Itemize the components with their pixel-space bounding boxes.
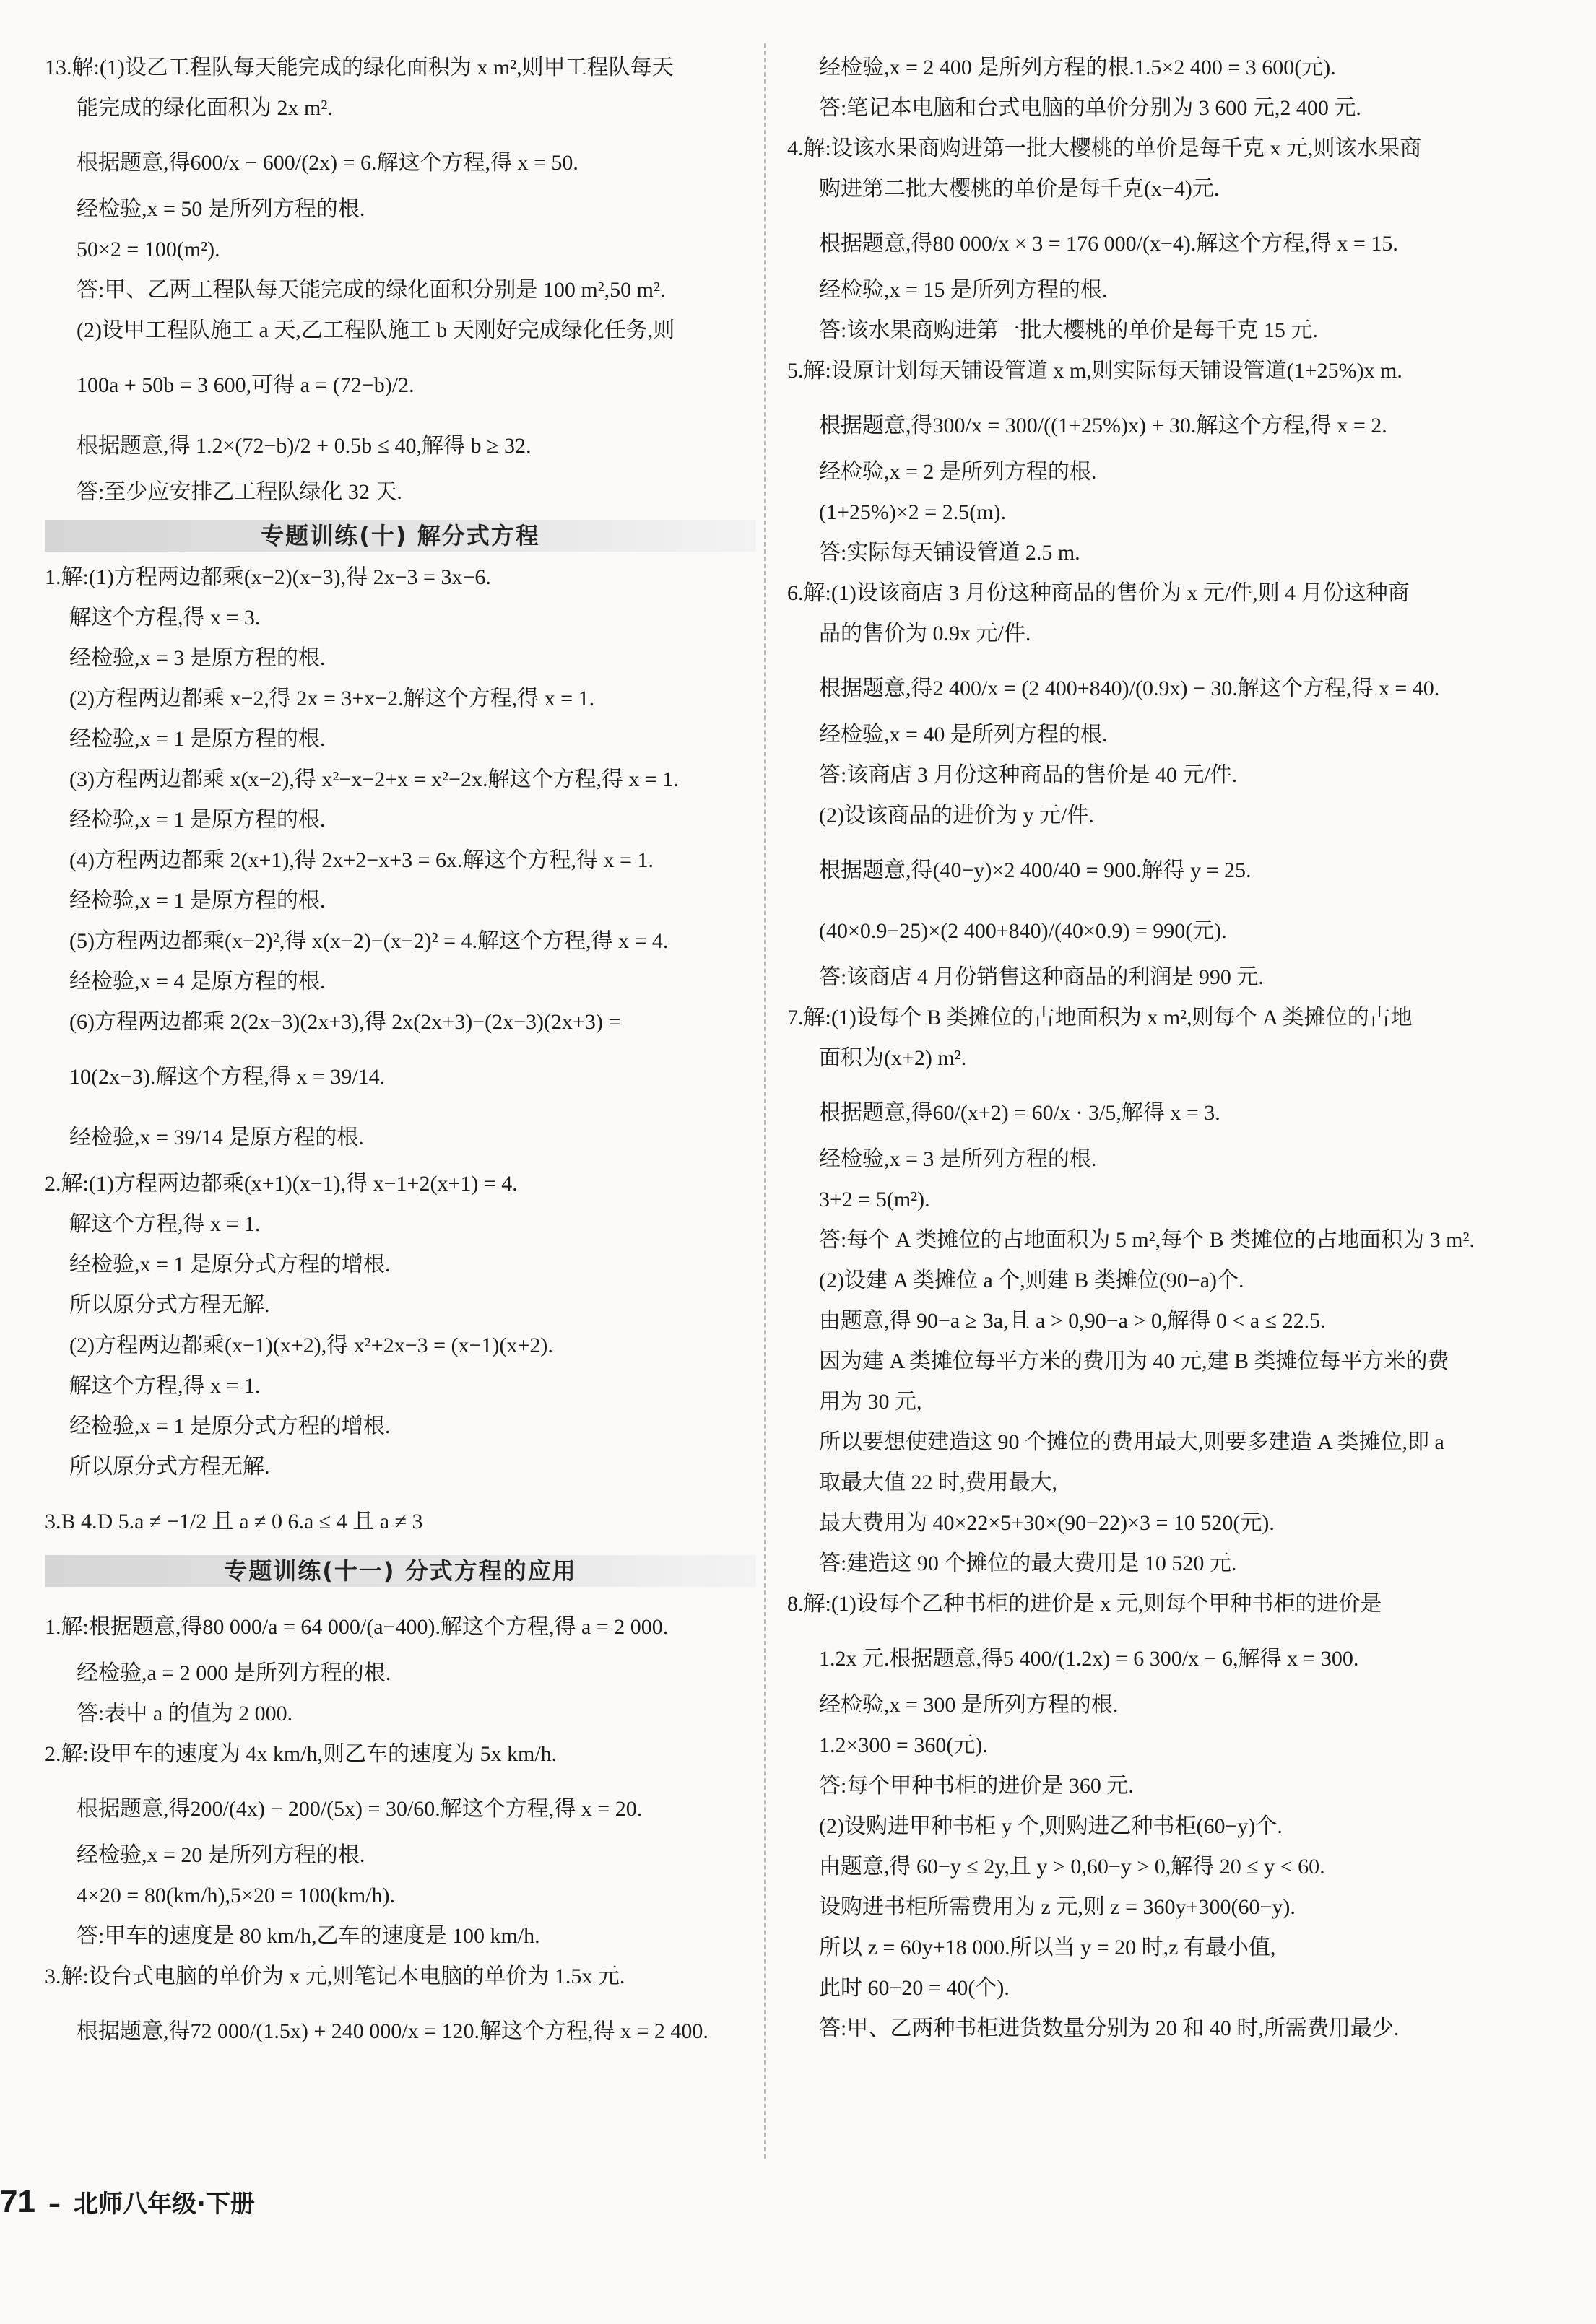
- answer-line: 答:该商店 3 月份这种商品的售价是 40 元/件.: [819, 763, 1238, 787]
- answer-line: 4×20 = 80(km/h),5×20 = 100(km/h).: [77, 1884, 395, 1907]
- answer-line: 13.解:(1)设乙工程队每天能完成的绿化面积为 x m²,则甲工程队每天: [45, 56, 674, 79]
- answer-line: 根据题意,得60/(x+2) = 60/x · 3/5,解得 x = 3.: [819, 1101, 1220, 1125]
- book-label: 北师八年级·下册: [73, 2190, 255, 2219]
- answer-line: (5)方程两边都乘(x−2)²,得 x(x−2)−(x−2)² = 4.解这个方程,得 x = 4.: [69, 929, 669, 953]
- answer-line: 所以原分式方程无解.: [69, 1293, 270, 1317]
- answer-line: 经检验,x = 20 是所列方程的根.: [77, 1843, 365, 1867]
- answer-line: 由题意,得 60−y ≤ 2y,且 y > 0,60−y > 0,解得 20 ≤ y < 60.: [819, 1855, 1325, 1879]
- answer-line: 3+2 = 5(m²).: [819, 1188, 930, 1211]
- answer-line: 根据题意,得72 000/(1.5x) + 240 000/x = 120.解这个方程,得 x = 2 400.: [77, 2019, 708, 2043]
- answer-line: (4)方程两边都乘 2(x+1),得 2x+2−x+3 = 6x.解这个方程,得 x = 1.: [69, 848, 654, 872]
- answer-line: 1.解:根据题意,得80 000/a = 64 000/(a−400).解这个方程,得 a = 2 000.: [45, 1615, 669, 1639]
- answer-line: 品的售价为 0.9x 元/件.: [819, 622, 1031, 645]
- answer-line: (3)方程两边都乘 x(x−2),得 x²−x−2+x = x²−2x.解这个方程,得 x = 1.: [69, 767, 679, 791]
- section-header: [45, 1555, 756, 1587]
- answer-line: 100a + 50b = 3 600,可得 a = (72−b)/2.: [77, 373, 415, 397]
- answer-line: 3.B 4.D 5.a ≠ −1/2 且 a ≠ 0 6.a ≤ 4 且 a ≠ 3: [45, 1510, 423, 1533]
- answer-line: 答:每个 A 类摊位的占地面积为 5 m²,每个 B 类摊位的占地面积为 3 m².: [819, 1228, 1475, 1252]
- answer-line: 解这个方程,得 x = 1.: [69, 1374, 261, 1398]
- answer-line: 经检验,x = 1 是原分式方程的增根.: [69, 1253, 391, 1276]
- answer-line: 答:该水果商购进第一批大樱桃的单价是每千克 15 元.: [819, 318, 1318, 342]
- page-footer: 71 – 北师八年级·下册: [0, 2184, 255, 2219]
- answer-line: (6)方程两边都乘 2(2x−3)(2x+3),得 2x(2x+3)−(2x−3)(2x+3) =: [69, 1010, 621, 1034]
- answer-line: 此时 60−20 = 40(个).: [819, 1976, 1010, 2000]
- answer-line: (40×0.9−25)×(2 400+840)/(40×0.9) = 990(元).: [819, 919, 1227, 943]
- section-header: [45, 520, 756, 552]
- answer-line: 6.解:(1)设该商店 3 月份这种商品的售价为 x 元/件,则 4 月份这种商: [787, 581, 1410, 605]
- answer-line: 经检验,x = 50 是所列方程的根.: [77, 197, 365, 221]
- answer-line: 8.解:(1)设每个乙种书柜的进价是 x 元,则每个甲种书柜的进价是: [787, 1592, 1382, 1616]
- answer-line: (2)设甲工程队施工 a 天,乙工程队施工 b 天刚好完成绿化任务,则: [77, 318, 675, 342]
- answer-line: (2)设购进甲种书柜 y 个,则购进乙种书柜(60−y)个.: [819, 1814, 1283, 1838]
- answer-line: 3.解:设台式电脑的单价为 x 元,则笔记本电脑的单价为 1.5x 元.: [45, 1964, 625, 1988]
- answer-line: 能完成的绿化面积为 2x m².: [77, 96, 333, 120]
- answer-line: 经检验,x = 39/14 是原方程的根.: [69, 1126, 364, 1149]
- answer-line: 答:建造这 90 个摊位的最大费用是 10 520 元.: [819, 1551, 1237, 1575]
- answer-line: 经检验,x = 300 是所列方程的根.: [819, 1693, 1119, 1717]
- answer-line: 10(2x−3).解这个方程,得 x = 39/14.: [69, 1065, 386, 1089]
- answer-line: 因为建 A 类摊位每平方米的费用为 40 元,建 B 类摊位每平方米的费: [819, 1349, 1449, 1373]
- answer-line: (2)设该商品的进价为 y 元/件.: [819, 804, 1094, 827]
- answer-line: 经检验,x = 2 是所列方程的根.: [819, 460, 1097, 484]
- answer-line: 经检验,x = 3 是所列方程的根.: [819, 1147, 1097, 1171]
- answer-line: 由题意,得 90−a ≥ 3a,且 a > 0,90−a > 0,解得 0 < a ≤ 22.5.: [819, 1309, 1326, 1333]
- answer-line: 设购进书柜所需费用为 z 元,则 z = 360y+300(60−y).: [819, 1895, 1296, 1919]
- answer-line: 答:笔记本电脑和台式电脑的单价分别为 3 600 元,2 400 元.: [819, 96, 1361, 120]
- answer-line: 经检验,a = 2 000 是所列方程的根.: [77, 1661, 391, 1685]
- answer-line: 1.2x 元.根据题意,得5 400/(1.2x) = 6 300/x − 6,解得 x = 300.: [819, 1647, 1359, 1671]
- answer-line: (2)方程两边都乘 x−2,得 2x = 3+x−2.解这个方程,得 x = 1.: [69, 687, 595, 710]
- section-title: 专题训练(十) 解分式方程: [261, 522, 540, 549]
- answer-line: (2)方程两边都乘(x−1)(x+2),得 x²+2x−3 = (x−1)(x+2).: [69, 1333, 553, 1357]
- section-title: 专题训练(十一) 分式方程的应用: [224, 1557, 577, 1585]
- answer-line: 根据题意,得 1.2×(72−b)/2 + 0.5b ≤ 40,解得 b ≥ 32.: [77, 434, 532, 458]
- right-column: [787, 52, 1560, 2053]
- answer-line: 1.2×300 = 360(元).: [819, 1733, 988, 1757]
- answer-line: (2)设建 A 类摊位 a 个,则建 B 类摊位(90−a)个.: [819, 1268, 1244, 1292]
- answer-line: 面积为(x+2) m².: [819, 1046, 967, 1070]
- answer-line: 所以 z = 60y+18 000.所以当 y = 20 时,z 有最小值,: [819, 1936, 1276, 1959]
- answer-line: 答:至少应安排乙工程队绿化 32 天.: [77, 480, 402, 504]
- answer-line: 5.解:设原计划每天铺设管道 x m,则实际每天铺设管道(1+25%)x m.: [787, 359, 1402, 383]
- answer-line: 答:甲、乙两工程队每天能完成的绿化面积分别是 100 m²,50 m².: [77, 278, 666, 302]
- answer-line: (1+25%)×2 = 2.5(m).: [819, 500, 1007, 524]
- answer-line: 7.解:(1)设每个 B 类摊位的占地面积为 x m²,则每个 A 类摊位的占地: [787, 1006, 1413, 1030]
- column-divider: [764, 43, 766, 2159]
- answer-line: 经检验,x = 1 是原方程的根.: [69, 889, 326, 913]
- answer-line: 用为 30 元,: [819, 1390, 922, 1414]
- answer-line: 根据题意,得200/(4x) − 200/(5x) = 30/60.解这个方程,得 x = 20.: [77, 1797, 643, 1821]
- answer-line: 解这个方程,得 x = 1.: [69, 1212, 261, 1236]
- answer-line: 最大费用为 40×22×5+30×(90−22)×3 = 10 520(元).: [819, 1511, 1275, 1535]
- answer-line: 50×2 = 100(m²).: [77, 238, 220, 261]
- answer-line: 经检验,x = 2 400 是所列方程的根.1.5×2 400 = 3 600(元).: [819, 56, 1336, 79]
- answer-line: 经检验,x = 15 是所列方程的根.: [819, 278, 1108, 302]
- answer-line: 答:表中 a 的值为 2 000.: [77, 1702, 293, 1725]
- answer-line: 所以原分式方程无解.: [69, 1455, 270, 1479]
- answer-line: 4.解:设该水果商购进第一批大樱桃的单价是每千克 x 元,则该水果商: [787, 136, 1422, 160]
- answer-line: 答:每个甲种书柜的进价是 360 元.: [819, 1774, 1134, 1798]
- answer-line: 2.解:(1)方程两边都乘(x+1)(x−1),得 x−1+2(x+1) = 4.: [45, 1172, 518, 1196]
- answer-line: 经检验,x = 40 是所列方程的根.: [819, 723, 1108, 747]
- answer-line: 解这个方程,得 x = 3.: [69, 606, 261, 630]
- answer-line: 根据题意,得80 000/x × 3 = 176 000/(x−4).解这个方程,得 x = 15.: [819, 232, 1398, 256]
- answer-line: 经检验,x = 1 是原方程的根.: [69, 808, 326, 832]
- answer-line: 经检验,x = 3 是原方程的根.: [69, 646, 326, 670]
- answer-line: 答:甲车的速度是 80 km/h,乙车的速度是 100 km/h.: [77, 1924, 540, 1948]
- answer-line: 经检验,x = 1 是原方程的根.: [69, 727, 326, 751]
- answer-line: 答:该商店 4 月份销售这种商品的利润是 990 元.: [819, 965, 1264, 989]
- answer-line: 1.解:(1)方程两边都乘(x−2)(x−3),得 2x−3 = 3x−6.: [45, 565, 491, 589]
- answer-line: 答:甲、乙两种书柜进货数量分别为 20 和 40 时,所需费用最少.: [819, 2016, 1400, 2040]
- answer-line: 根据题意,得300/x = 300/((1+25%)x) + 30.解这个方程,得 x = 2.: [819, 414, 1387, 438]
- left-column: [45, 52, 756, 2062]
- answer-line: 根据题意,得2 400/x = (2 400+840)/(0.9x) − 30.解这个方程,得 x = 40.: [819, 676, 1440, 700]
- answer-line: 取最大值 22 时,费用最大,: [819, 1471, 1057, 1494]
- answer-line: 2.解:设甲车的速度为 4x km/h,则乙车的速度为 5x km/h.: [45, 1742, 558, 1766]
- answer-line: 经检验,x = 1 是原分式方程的增根.: [69, 1414, 391, 1438]
- answer-line: 所以要想使建造这 90 个摊位的费用最大,则要多建造 A 类摊位,即 a: [819, 1430, 1444, 1454]
- page-number: 71: [0, 2184, 35, 2219]
- answer-line: 答:实际每天铺设管道 2.5 m.: [819, 541, 1080, 565]
- answer-line: 购进第二批大樱桃的单价是每千克(x−4)元.: [819, 177, 1220, 201]
- answer-line: 根据题意,得(40−y)×2 400/40 = 900.解得 y = 25.: [819, 858, 1252, 882]
- answer-line: 根据题意,得600/x − 600/(2x) = 6.解这个方程,得 x = 50.: [77, 151, 578, 175]
- answer-line: 经检验,x = 4 是原方程的根.: [69, 970, 326, 993]
